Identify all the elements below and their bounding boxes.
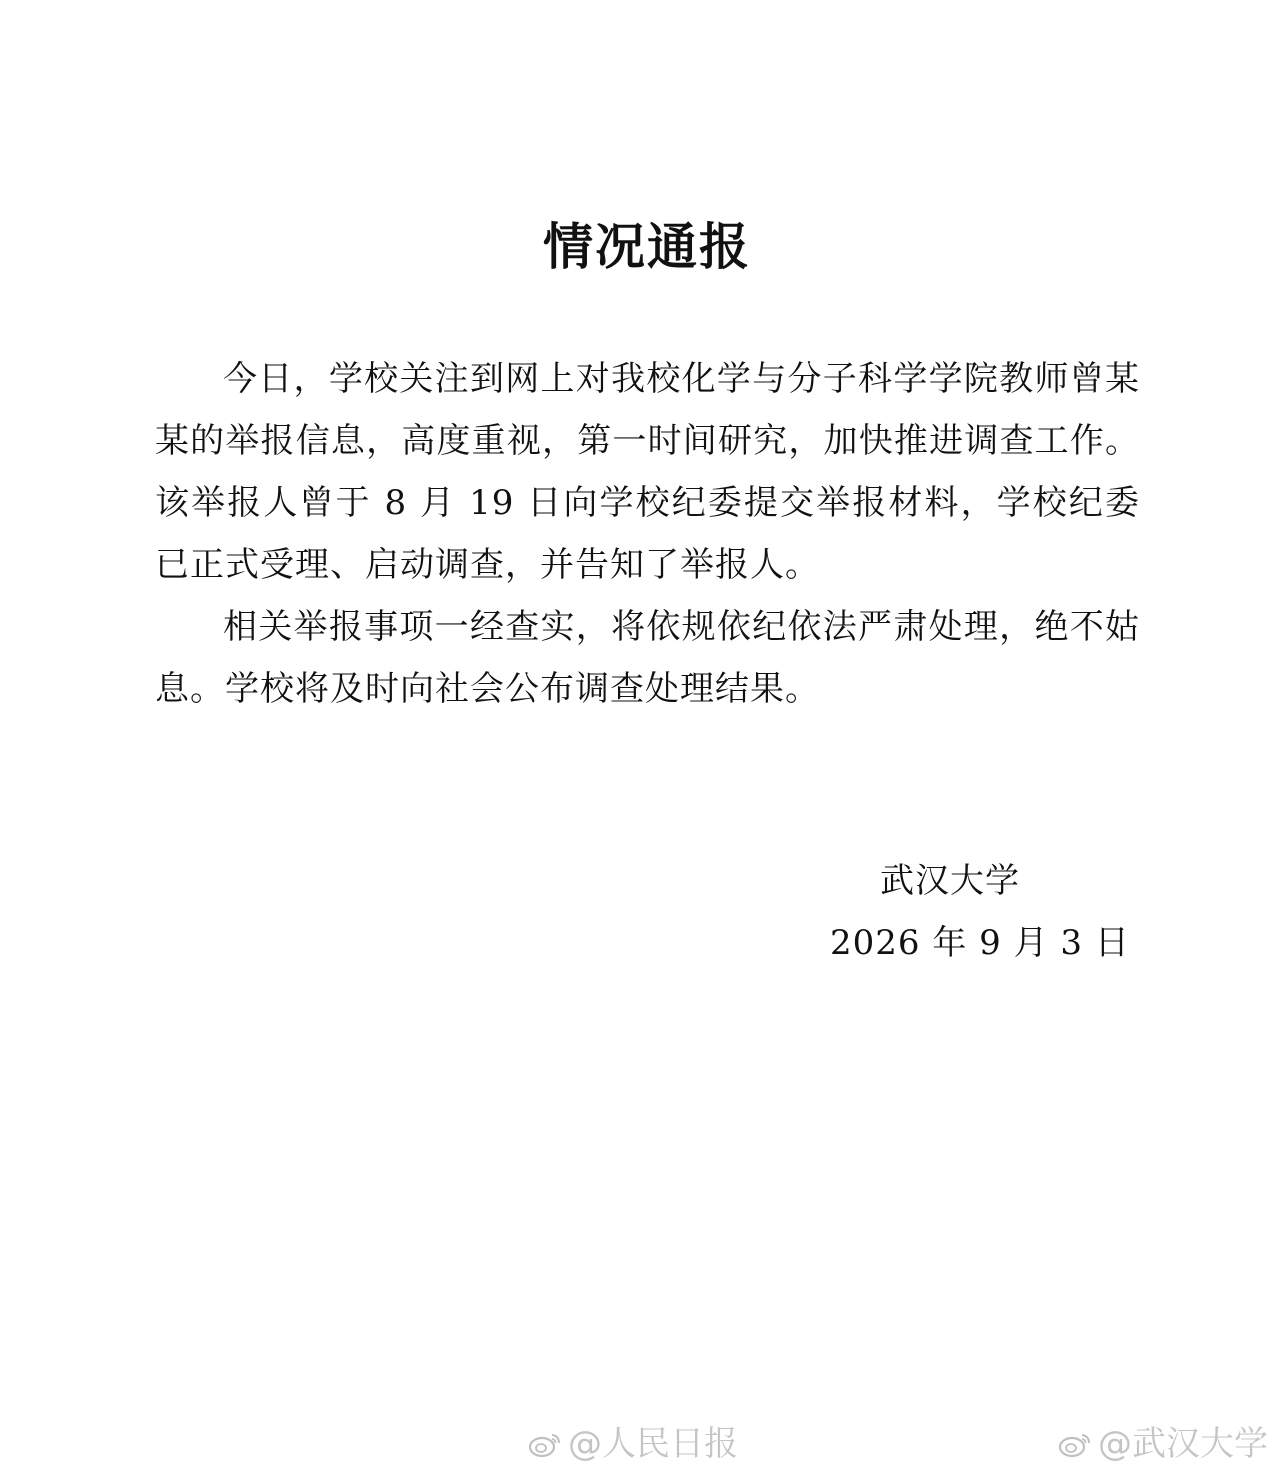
notice-title: 情况通报 [543, 218, 751, 276]
watermark-bar [0, 1422, 1280, 1466]
watermark-people-daily [528, 1422, 738, 1466]
weibo-icon [528, 1430, 562, 1458]
signature-date: 2026 年 9 月 3 日 [830, 923, 1130, 963]
signature-organization: 武汉大学 [880, 861, 1020, 901]
watermark-text: @人民日报 [568, 1424, 738, 1464]
notice-paragraph-2: 相关举报事项一经查实，将依规依纪依法严肃处理，绝不姑息。学校将及时向社会公布调查处理结果。 [155, 607, 1140, 709]
watermark-text: @武汉大学 [1098, 1424, 1268, 1464]
watermark-whu [1058, 1422, 1268, 1466]
weibo-icon [1058, 1430, 1092, 1458]
notice-body [155, 348, 1140, 720]
notice-paragraph-1: 今日，学校关注到网上对我校化学与分子科学学院教师曾某某的举报信息，高度重视，第一时间研究，加快推进调查工作。该举报人曾于 8 月 19 日向学校纪委提交举报材料，学校纪委已正式受理、启动调查，并告知了举报人。 [155, 359, 1140, 585]
